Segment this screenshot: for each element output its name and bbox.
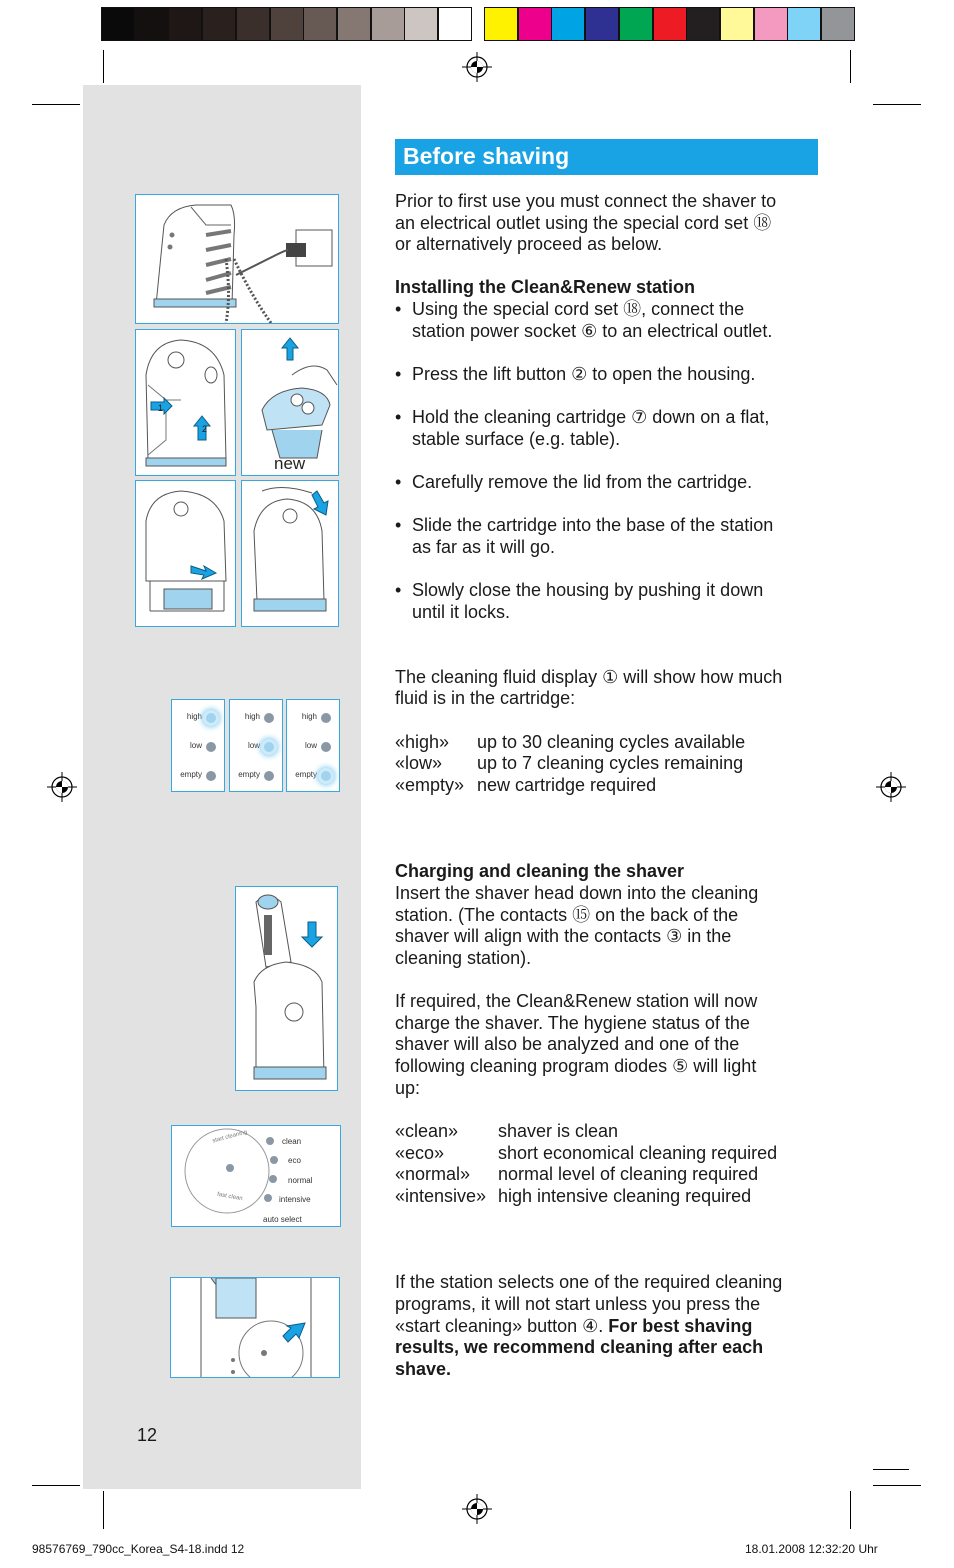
fluid-level-diode [321, 771, 331, 781]
color-swatch [135, 7, 169, 41]
charging-heading: Charging and cleaning the shaver [395, 861, 685, 881]
final-text: programs, it will not start unless you press the [395, 1294, 761, 1314]
registration-mark-icon [462, 1494, 492, 1524]
fluid-level-label: empty [295, 770, 317, 779]
footer-file-info: 98576769_790cc_Korea_S4-18.indd 12 [32, 1542, 245, 1556]
fluid-level-label: low [247, 741, 260, 750]
fluid-level-label: low [304, 741, 317, 750]
fluid-level-label: empty [180, 770, 202, 779]
charging-text: up: [395, 1078, 421, 1098]
crop-mark [103, 1491, 104, 1529]
figure-shaver-insertion [235, 886, 338, 1091]
color-swatch [270, 7, 304, 41]
final-text: «start cleaning» button ④. For best shaving [395, 1316, 753, 1336]
intro-line: or alternatively proceed as below. [395, 234, 663, 254]
fluid-level-diode [206, 713, 216, 723]
final-text: If the station selects one of the required cleaning [395, 1272, 783, 1292]
program-panel-illustration [172, 1126, 341, 1227]
figure-program-panel [171, 1125, 341, 1227]
color-swatch [484, 7, 518, 41]
color-swatch [653, 7, 687, 41]
color-swatch [202, 7, 236, 41]
step-one-label: 1 [158, 403, 164, 413]
fluid-level-diode [321, 742, 331, 752]
lift-button-illustration [136, 330, 236, 476]
fluid-level-diode [264, 771, 274, 781]
fluid-level-diode [321, 713, 331, 723]
eco-label: eco [288, 1156, 301, 1165]
color-swatch [585, 7, 619, 41]
charging-text: shaver will also be analyzed and one of the [395, 1034, 740, 1054]
registration-mark-icon [462, 52, 492, 82]
installing-heading: Installing the Clean&Renew station [395, 277, 696, 297]
fluid-level-diode [206, 742, 216, 752]
final-text: results, we recommend cleaning after each [395, 1337, 764, 1357]
fluid-level-label: empty [238, 770, 260, 779]
start-cleaning-illustration [171, 1278, 340, 1378]
color-swatch [754, 7, 788, 41]
intro-line: Prior to first use you must connect the shaver to [395, 191, 777, 211]
figure-station-plug [135, 194, 339, 324]
crop-mark [873, 1469, 909, 1470]
shaver-insertion-illustration [236, 887, 338, 1091]
crop-mark [32, 104, 80, 105]
clean-label: clean [282, 1137, 302, 1146]
registration-mark-icon [876, 772, 906, 802]
final-text: shave. [395, 1359, 452, 1379]
crop-mark [873, 1485, 921, 1486]
fluid-intro: fluid is in the cartridge: [395, 688, 576, 708]
fluid-level-label: high [186, 712, 202, 721]
fluid-display-panel [286, 699, 340, 792]
intensive-label: intensive [279, 1195, 311, 1204]
fluid-level-label: low [189, 741, 202, 750]
charging-text: Insert the shaver head down into the cleaning [395, 883, 759, 903]
fluid-intro: The cleaning fluid display ① will show how much [395, 667, 783, 687]
page-number: 12 [137, 1425, 158, 1445]
figure-close-housing [241, 480, 339, 627]
crop-mark [850, 1491, 851, 1529]
color-swatch [619, 7, 653, 41]
color-swatch [404, 7, 438, 41]
figure-start-cleaning [170, 1277, 340, 1378]
slide-cartridge-illustration [136, 481, 236, 627]
color-swatch [787, 7, 821, 41]
color-swatch [551, 7, 585, 41]
color-swatch [720, 7, 754, 41]
fluid-level-diode [264, 742, 274, 752]
color-swatch [438, 7, 472, 41]
charging-text: cleaning station). [395, 948, 532, 968]
color-swatch [303, 7, 337, 41]
color-swatch [101, 7, 135, 41]
close-housing-illustration [242, 481, 339, 627]
auto-select-label: auto select [263, 1215, 302, 1224]
charging-text: station. (The contacts ⑮ on the back of the [395, 905, 739, 925]
charging-text: If required, the Clean&Renew station will now [395, 991, 758, 1011]
crop-mark [32, 1485, 80, 1486]
registration-mark-icon [47, 772, 77, 802]
color-swatch [236, 7, 270, 41]
fast-clean-label: fast clean [216, 1191, 244, 1203]
fluid-level-diode [264, 713, 274, 723]
color-swatch [518, 7, 552, 41]
fluid-level-label: high [244, 712, 260, 721]
charging-text: charge the shaver. The hygiene status of the [395, 1013, 750, 1033]
crop-mark [103, 50, 104, 83]
station-plug-illustration [136, 195, 339, 324]
figure-cartridge-lid [241, 329, 339, 476]
figure-slide-cartridge [135, 480, 236, 627]
crop-mark [850, 50, 851, 83]
crop-mark [873, 104, 921, 105]
fluid-display-panel [171, 699, 225, 792]
fluid-level-diode [206, 771, 216, 781]
fluid-display-panel [229, 699, 283, 792]
charging-text: shaver will align with the contacts ③ in the [395, 926, 732, 946]
color-swatch [337, 7, 371, 41]
step-two-label: 2 [202, 424, 208, 434]
new-label: new [274, 454, 306, 473]
color-swatch [821, 7, 855, 41]
fluid-level-label: high [301, 712, 317, 721]
figure-lift-button [135, 329, 236, 476]
intro-line: an electrical outlet using the special cord set ⑱ [395, 213, 772, 233]
footer-timestamp: 18.01.2008 12:32:20 Uhr [745, 1542, 878, 1556]
charging-text: following cleaning program diodes ⑤ will light [395, 1056, 757, 1076]
section-title: Before shaving [403, 143, 570, 169]
start-cleaning-label: start cleaning [211, 1129, 248, 1145]
section-title-bar [395, 139, 818, 175]
color-swatch [168, 7, 202, 41]
color-swatch [371, 7, 405, 41]
normal-label: normal [288, 1176, 313, 1185]
color-swatch [686, 7, 720, 41]
